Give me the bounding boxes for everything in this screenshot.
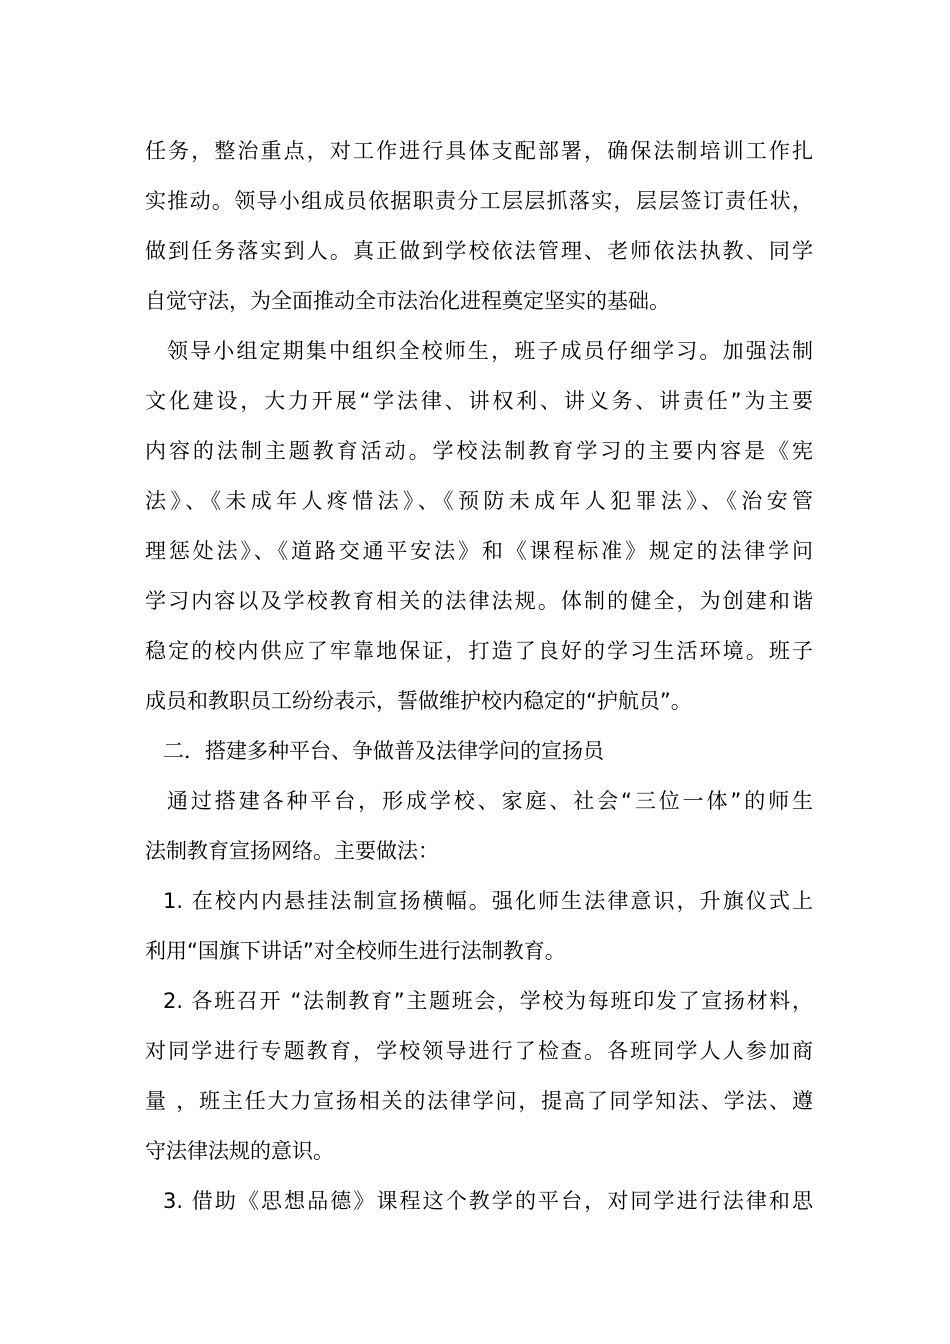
text-line-4: 自觉守法，为全面推动全市法治化进程奠定坚实的基础。 (145, 289, 670, 313)
paragraph-2-line-8: 成员和教职员工纷纷表示，誓做维护校内稳定的“护航员”。 (145, 689, 692, 713)
paragraph-2-line-5: 理惩处法》、《道路交通平安法》和《课程标准》规定的法律学问 (145, 539, 813, 563)
item-2-line-2: 对同学进行专题教育，学校领导进行了检查。各班同学人人参加商 (145, 1039, 813, 1063)
item-1-line-1: 1. 在校内内悬挂法制宣扬横幅。强化师生法律意识，升旗仪式上 (163, 889, 813, 913)
text-line-2: 实推动。领导小组成员依据职责分工层层抓落实，层层签订责任状， (145, 189, 813, 213)
text-line-3: 做到任务落实到人。真正做到学校依法管理、老师依法执教、同学 (145, 239, 813, 263)
paragraph-2-line-6: 学习内容以及学校教育相关的法律法规。体制的健全，为创建和谐 (145, 589, 813, 613)
paragraph-2-line-3: 内容的法制主题教育活动。学校法制教育学习的主要内容是《宪 (145, 439, 813, 463)
item-2-line-1: 2. 各班召开 “法制教育”主题班会，学校为每班印发了宣扬材料， (163, 989, 813, 1013)
item-2-line-3: 量 ，班主任大力宣扬相关的法律学问，提高了同学知法、学法、遵 (145, 1089, 813, 1113)
paragraph-3-line-2: 法制教育宣扬网络。主要做法： (145, 839, 439, 863)
section-heading: 二．搭建多种平台、争做普及法律学问的宣扬员 (163, 739, 604, 763)
text-line-1: 任务，整治重点，对工作进行具体支配部署，确保法制培训工作扎 (145, 139, 813, 163)
paragraph-3-line-1: 通过搭建各种平台，形成学校、家庭、社会“三位一体”的师生 (167, 789, 813, 813)
paragraph-2-line-7: 稳定的校内供应了牢靠地保证，打造了良好的学习生活环境。班子 (145, 639, 813, 663)
item-3-line-1: 3. 借助《思想品德》课程这个教学的平台，对同学进行法律和思 (163, 1189, 813, 1213)
paragraph-2-line-2: 文化建设，大力开展“学法律、讲权利、讲义务、讲责任”为主要 (145, 389, 813, 413)
item-2-line-4: 守法律法规的意识。 (145, 1139, 334, 1163)
paragraph-2-line-1: 领导小组定期集中组织全校师生，班子成员仔细学习。加强法制 (167, 339, 813, 363)
paragraph-2-line-4: 法》、《未成年人疼惜法》、《预防未成年人犯罪法》、《治安管 (145, 489, 813, 513)
item-1-line-2: 利用“国旗下讲话”对全校师生进行法制教育。 (145, 939, 566, 963)
